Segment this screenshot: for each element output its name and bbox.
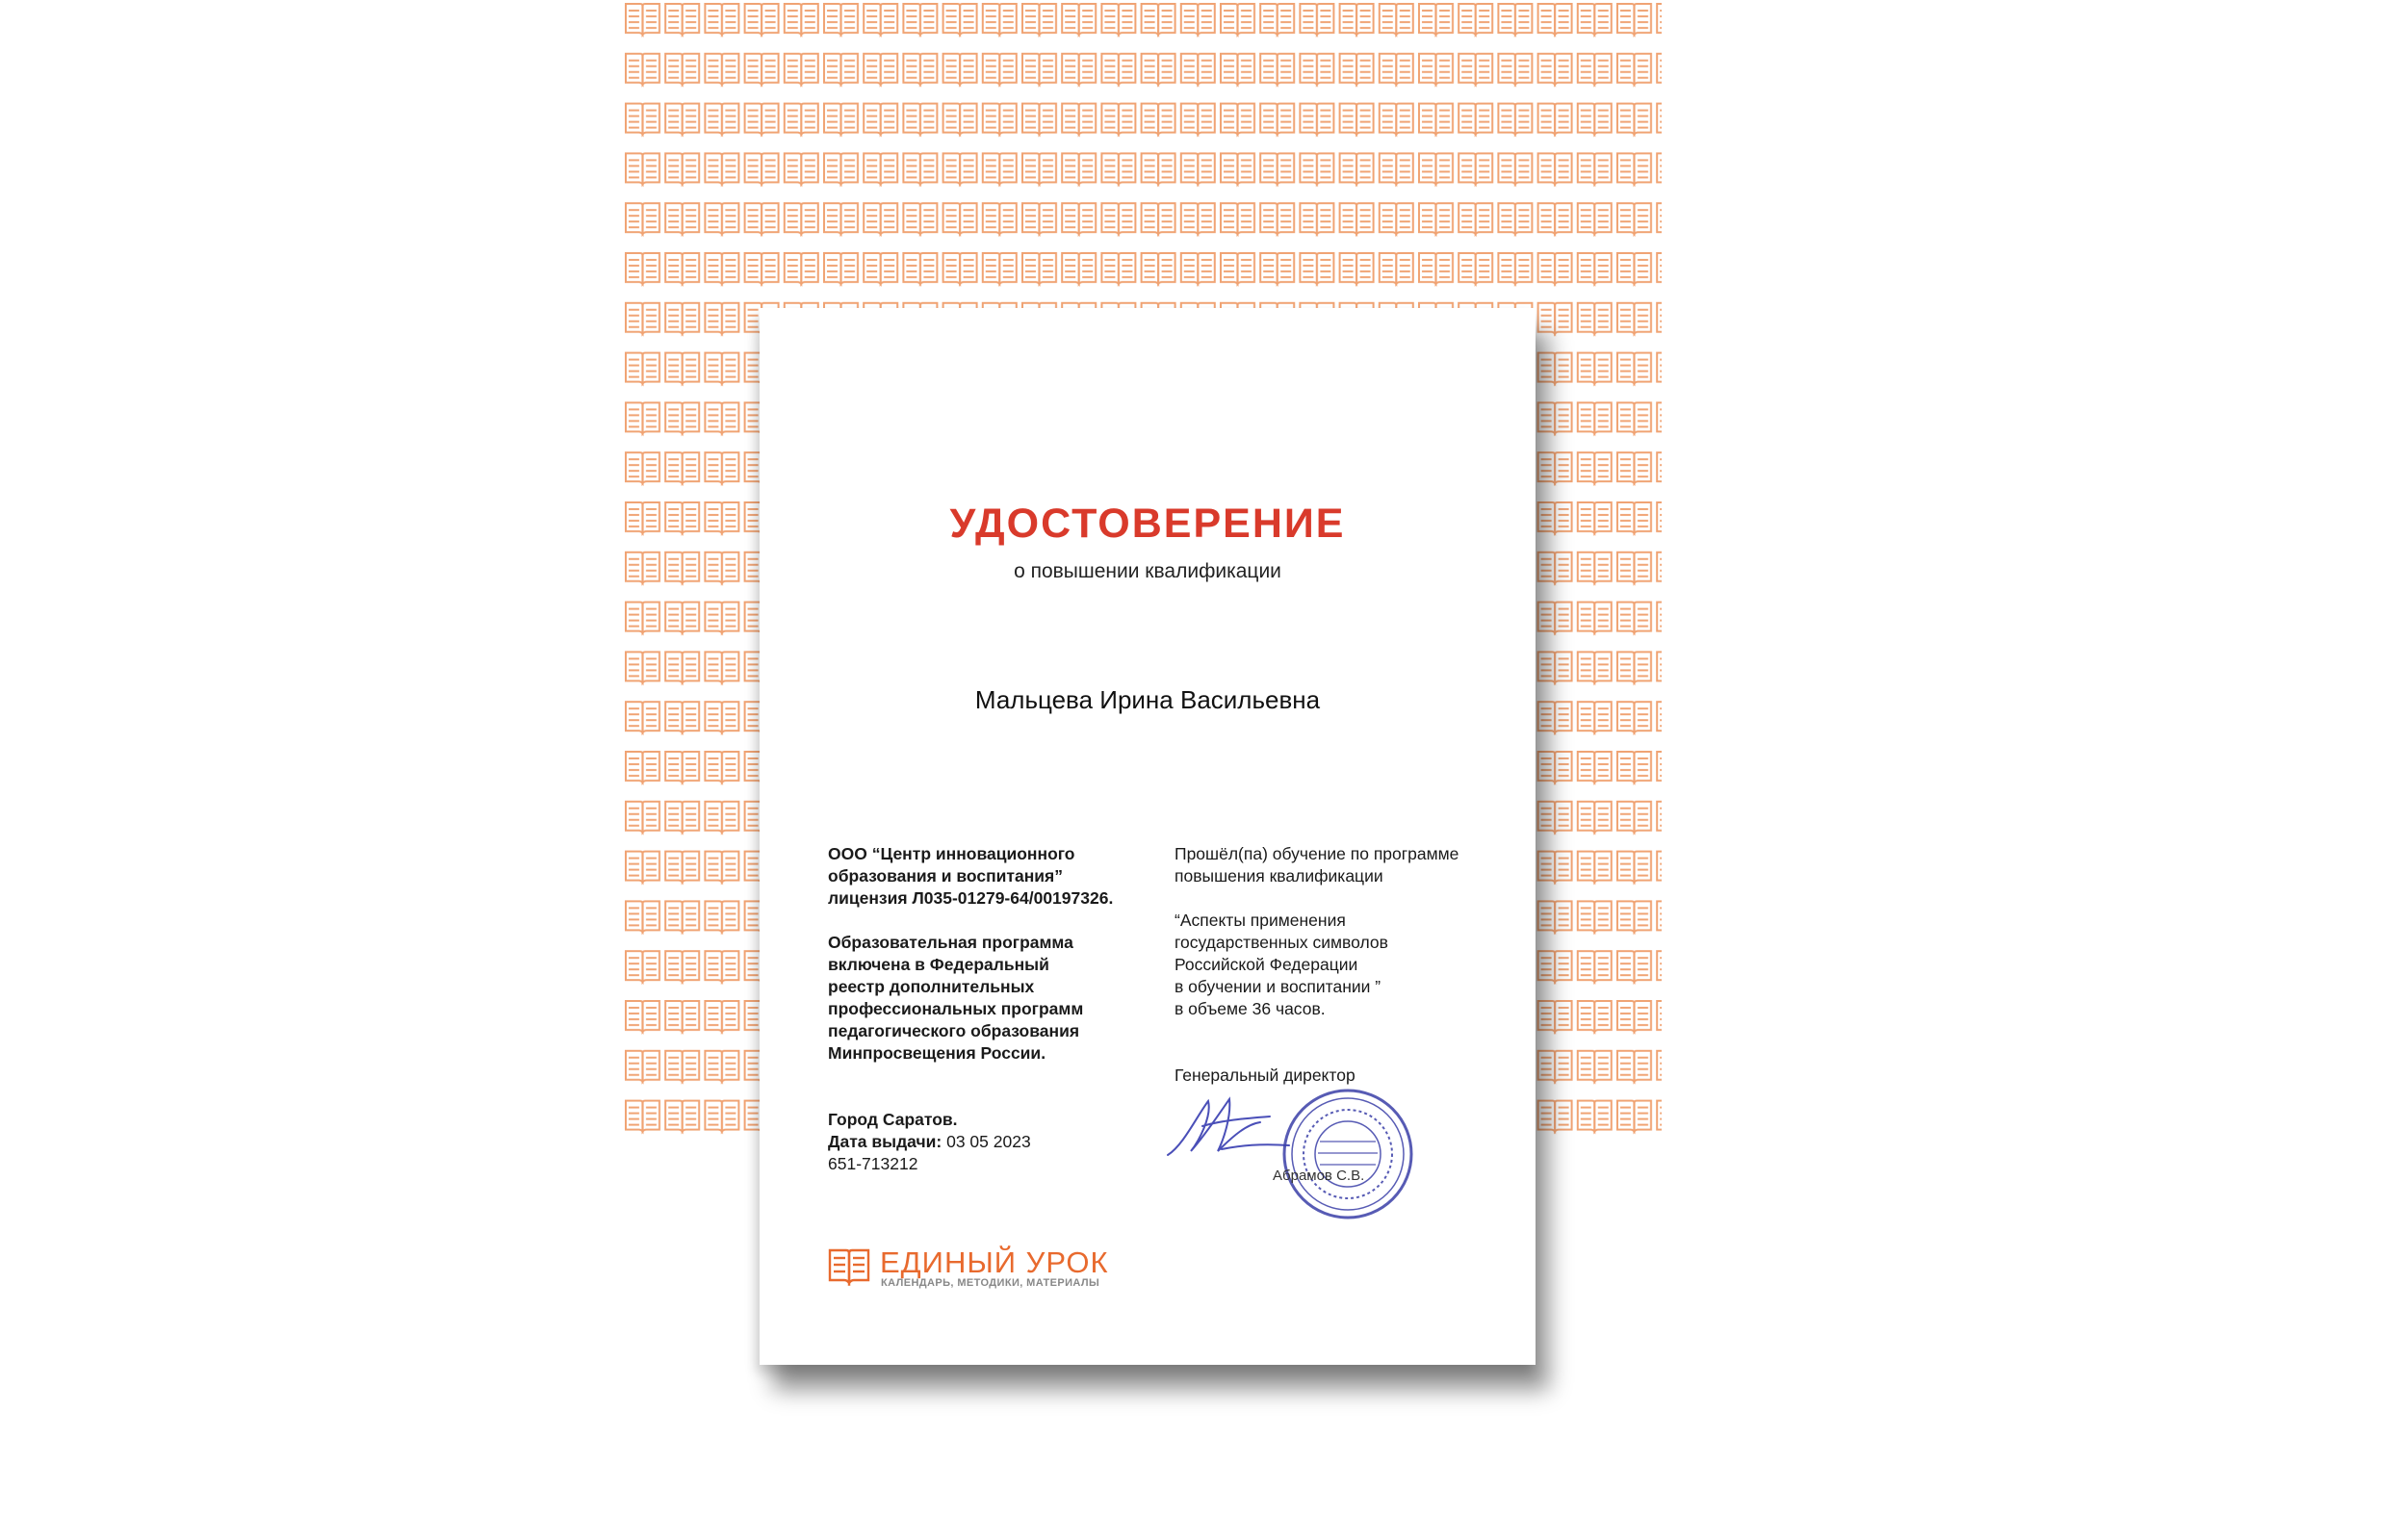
intro-line: повышения квалификации: [1175, 866, 1383, 886]
director-title: Генеральный директор: [1175, 1065, 1355, 1085]
brand-logo-name: ЕДИНЫЙ УРОК: [880, 1245, 1109, 1279]
org-line: ООО “Центр инновационного: [828, 844, 1075, 863]
program-line: Минпросвещения России.: [828, 1043, 1046, 1063]
certificate-subtitle: о повышении квалификации: [1014, 560, 1281, 582]
certificate-document: [760, 308, 1536, 1365]
city-line: Город Саратов.: [828, 1110, 958, 1129]
course-line: “Аспекты применения: [1175, 911, 1346, 930]
program-line: реестр дополнительных: [828, 977, 1035, 996]
course-line: государственных символов: [1175, 933, 1388, 952]
license-line: лицензия Л035-01279-64/00197326.: [828, 888, 1114, 908]
brand-logo-tagline: КАЛЕНДАРЬ, МЕТОДИКИ, МАТЕРИАЛЫ: [881, 1277, 1100, 1289]
program-line: педагогического образования: [828, 1021, 1080, 1040]
program-line: Образовательная программа: [828, 933, 1073, 952]
recipient-name: Мальцева Ирина Васильевна: [974, 685, 1321, 714]
certificate-title: УДОСТОВЕРЕНИЕ: [949, 500, 1346, 547]
issue-date-line: [828, 1131, 1136, 1153]
intro-line: Прошёл(па) обучение по программе: [1175, 844, 1459, 863]
round-stamp-seal: [1279, 1086, 1416, 1222]
organization-info: [828, 843, 1136, 1175]
program-info: [1175, 843, 1492, 1087]
course-hours: в объеме 36 часов.: [1175, 999, 1326, 1018]
open-book-icon: [828, 1247, 870, 1286]
registration-number: 651-713212: [828, 1154, 918, 1173]
course-line: в обучении и воспитании ”: [1175, 977, 1381, 996]
director-name: Абрамов С.В.: [1273, 1168, 1365, 1184]
program-line: профессиональных программ: [828, 999, 1084, 1018]
program-line: включена в Федеральный: [828, 955, 1049, 974]
org-line: образования и воспитания”: [828, 866, 1064, 886]
issue-date-value: 03 05 2023: [946, 1132, 1031, 1151]
issue-date-label: Дата выдачи:: [828, 1132, 942, 1151]
course-line: Российской Федерации: [1175, 955, 1358, 974]
